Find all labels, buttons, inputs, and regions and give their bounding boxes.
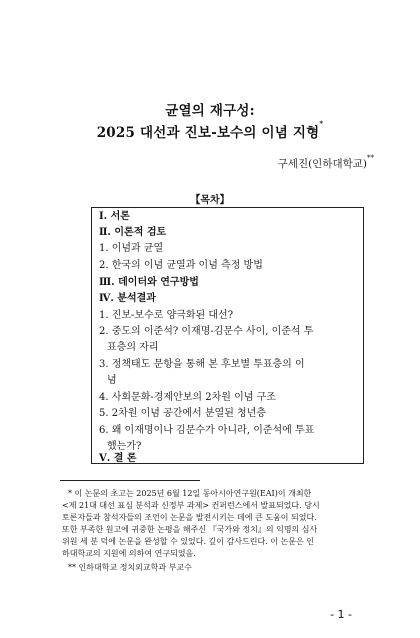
- toc-item: 1. 이념과 균열: [99, 243, 164, 254]
- toc-item: 6. 왜 이재명이나 김문수가 아니라, 이준석에 투표: [99, 425, 315, 436]
- footnote-1-line: 또한 부족한 원고에 귀중한 논평을 해주신 『국가와 정치』의 익명의 심사: [62, 525, 318, 534]
- author-footnote-mark: **: [367, 154, 374, 162]
- footnote-1-line: 토론자들과 참석자들의 조언이 논문을 발전시키는 데에 큰 도움이 되었다.: [62, 513, 317, 522]
- toc-item: 표층의 자리: [107, 342, 159, 353]
- toc-item: 1. 진보-보수로 양극화된 대선?: [99, 310, 234, 321]
- page-number: - 1 -: [330, 608, 352, 621]
- author-name: 구세진(인하대학교): [277, 158, 367, 170]
- title-footnote-mark: *: [319, 119, 324, 128]
- toc-item: 2. 한국의 이념 균열과 이념 측정 방법: [99, 260, 263, 271]
- toc-item: 2. 중도의 이준석? 이재명-김문수 사이, 이준석 투: [99, 326, 314, 337]
- toc-heading: 【목차】: [190, 195, 230, 206]
- toc-item: Ⅱ. 이론적 검토: [99, 227, 167, 238]
- toc-item: 4. 사회문화-경제안보의 2차원 이념 구조: [99, 392, 276, 403]
- paper-title-line1: 균열의 재구성:: [165, 103, 255, 119]
- footnote-1-line: 위원 세 분 덕에 논문을 완성할 수 있었다. 깊이 감사드린다. 이 논문은 인: [62, 537, 314, 546]
- toc-item: Ⅲ. 데이터와 연구방법: [99, 277, 199, 288]
- footnote-1-line: 하대학교의 지원에 의하여 연구되었음.: [62, 549, 196, 558]
- paper-title-line2: [0, 121, 420, 141]
- footnote-1-line: <제 21대 대선 표심 분석과 신정부 과제> 컨퍼런스에서 발표되었다. 당시: [62, 501, 320, 510]
- footnote-separator: [60, 480, 200, 481]
- toc-item: 5. 2차원 이념 공간에서 분열된 청년층: [99, 408, 267, 419]
- toc-item: 념: [107, 375, 117, 386]
- toc-item: Ⅴ. 결 론: [99, 453, 137, 464]
- toc-item: 했는가?: [107, 441, 142, 452]
- toc-item: Ⅳ. 분석결과: [99, 293, 156, 304]
- author: [278, 156, 374, 171]
- footnote-2: ** 인하대학교 정치외교학과 부교수: [68, 563, 192, 572]
- footnote-1-line: * 이 논문의 초고는 2025년 6월 12일 동아시아연구원(EAI)이 개최한: [68, 489, 312, 498]
- toc-item: Ⅰ. 서론: [99, 211, 130, 222]
- paper-subtitle: 2025 대선과 진보-보수의 이념 지형: [96, 125, 320, 141]
- toc-item: 3. 정책태도 문항을 통해 본 후보별 투표층의 이: [99, 359, 305, 370]
